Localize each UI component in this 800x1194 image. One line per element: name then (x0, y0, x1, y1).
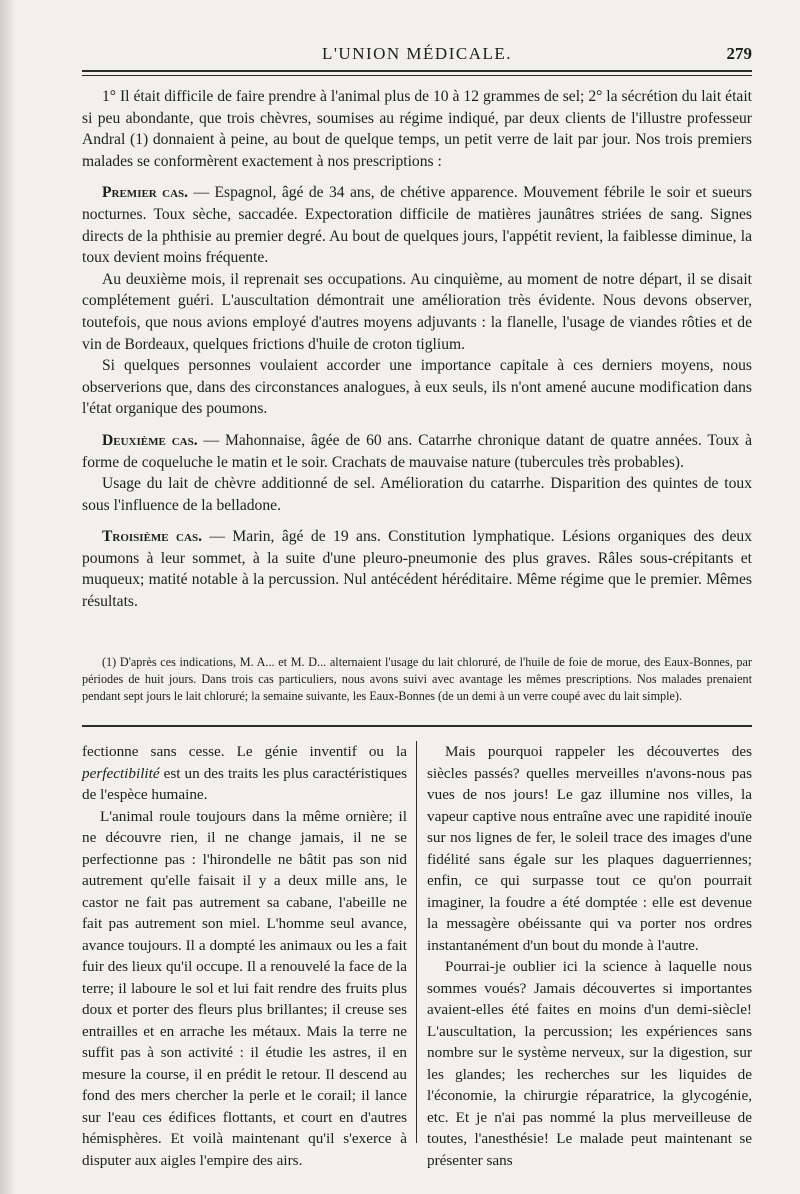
right-column-paragraph-2: Pourrai-je oublier ici la science à laquelle nous sommes voués? Jamais découvertes si importantes avaient-elles été faites en moins d'un demi-siècle! L'auscultation, la percussion; les expériences sans nombre sur le système nerveux, sur la digestion, sur les glandes; les recherches sur les liquides de l'économie, la chirurgie réparatrice, la glycogénie, etc. Et je n'ai pas nommé la plus merveilleuse de toutes, l'anesthésie! Le malade peut maintenant se présenter sans (427, 958, 752, 1169)
left-p1-before: fectionne sans cesse. Le génie inventif ou la (82, 743, 407, 760)
case-2-text: — Mahonnaise, âgée de 60 ans. Catarrhe chronique datant de quatre années. Toux à forme de coqueluche le matin et le soir. Crachats de mauvaise nature (tubercules très probables). (82, 431, 752, 471)
right-column-paragraph-1: Mais pourquoi rappeler les découvertes des siècles passés? quelles merveilles n'avons-nous pas vues de nos jours! Le gaz illumine nos villes, la vapeur captive nous entraîne avec une rapidité inouïe sur nos lignes de fer, le soleil trace des images d'une fidélité sans égale sur les plaques daguerriennes; enfin, ce qui surpasse tout ce qu'on pourrait imaginer, la foudre a été domptée : elle est devenue la messagère obéissante qui va porter nos ordres instantanément d'un bout du monde à l'autre. (427, 743, 752, 954)
left-column-paragraph-2: L'animal roule toujours dans la même ornière; il ne découvre rien, il ne change jamais, il ne se perfectionne pas : l'hirondelle ne bâtit pas son nid autrement qu'elle faisait il y a deux mille ans, le castor ne fait pas autrement sa cabane, l'abeille ne fait pas autrement son miel. L'homme seul avance, avance toujours. Il a dompté les animaux ou les a fait fuir des lieux qu'il occupe. Il a renouvelé la face de la terre; il laboure le sol et lui fait rendre des fruits plus doux et porter des fleurs plus brillantes; il creuse ses entrailles et en arrache les métaux. Mais la terre ne suffit pas à son activité : il étudie les astres, il en mesure la course, il en prédit le retour. Il descend au fond des mers chercher la perle et le corail; il lance sur l'eau ces édifices flottants, et court en d'autres hémisphères. Et voilà maintenant qu'il s'exerce à disputer aux aigles l'empire des airs. (82, 807, 407, 1169)
case-3-paragraph (82, 526, 752, 612)
header-rule (82, 70, 752, 72)
case-2-paragraph (82, 430, 752, 473)
footnote-text: (1) D'après ces indications, M. A... et M. D... alternaient l'usage du lait chloruré, de l'huile de foie de morue, des Eaux-Bonnes, par périodes de huit jours. Dans trois cas particuliers, nous avons suivi avec avantage les mêmes prescriptions. Nos malades prenaient pendant sept jours le lait chloruré; la semaine suivante, les Eaux-Bonnes (de un demi à un verre coupé avec du lait simple). (82, 655, 752, 704)
case-1-label: Premier cas. (102, 184, 189, 202)
main-text (82, 86, 752, 613)
column-divider (416, 741, 417, 1143)
section-rule (82, 725, 752, 727)
case-3-text: — Marin, âgé de 19 ans. Constitution lymphatique. Lésions organiques des deux poumons à leur sommet, à la suite d'une pleuro-pneumonie des plus graves. Râles sous-crépitants et muqueux; matité notable à la percussion. Nul antécédent héréditaire. Même régime que le premier. Mêmes résultats. (82, 528, 752, 611)
left-p1-italic: perfectibilité (82, 764, 160, 782)
journal-title: L'UNION MÉDICALE. (321, 44, 513, 63)
page-number: 279 (726, 44, 752, 63)
intro-paragraph: 1° Il était difficile de faire prendre à l'animal plus de 10 à 12 grammes de sel; 2° la sécrétion du lait était si peu abondante, que trois chèvres, soumises au régime indiqué, par deux clients de l'illustre professeur Andral (1) donnaient à peine, au bout de quelque temps, un petit verre de lait par jour. Nos trois premiers malades se conformèrent exactement à nos prescriptions : (82, 88, 752, 170)
left-column-paragraph-1 (82, 741, 407, 806)
case-1-paragraph-2: Au deuxième mois, il reprenait ses occupations. Au cinquième, au moment de notre départ, il se disait complétement guéri. L'auscultation démontrait une amélioration très évidente. Nous devons observer, toutefois, que nous avions employé d'autres moyens adjuvants : la flanelle, l'usage de viandes rôties et de vin de Bordeaux, quelques frictions d'huile de croton tiglium. (82, 270, 752, 353)
left-p1-after: est un des traits les plus caractéristiques de l'espèce humaine. (82, 764, 407, 803)
case-2-label: Deuxième cas. (102, 431, 198, 449)
running-head (82, 44, 752, 66)
case-1-text: — Espagnol, âgé de 34 ans, de chétive apparence. Mouvement fébrile le soir et sueurs nocturnes. Toux sèche, saccadée. Expectoration difficile de matières jaunâtres striées de sang. Signes directs de la phthisie au premier degré. Au bout de quelques jours, l'appétit revient, la faiblesse diminue, la toux devient moins fréquente. (82, 184, 752, 267)
page-edge-shadow (0, 0, 14, 1194)
case-1-paragraph-3: Si quelques personnes voulaient accorder une importance capitale à ces derniers moyens, nous observerions que, dans des circonstances analogues, à eux seuls, ils n'ont amené aucune modification dans l'état organique des poumons. (82, 357, 752, 418)
case-2-paragraph-2: Usage du lait de chèvre additionné de sel. Amélioration du catarrhe. Disparition des quintes de toux sous l'influence de la belladone. (82, 475, 752, 514)
case-1-paragraph (82, 182, 752, 268)
footnote (82, 654, 752, 706)
right-column (427, 741, 752, 1171)
left-column (82, 741, 407, 1171)
case-3-label: Troisième cas. (102, 528, 202, 546)
